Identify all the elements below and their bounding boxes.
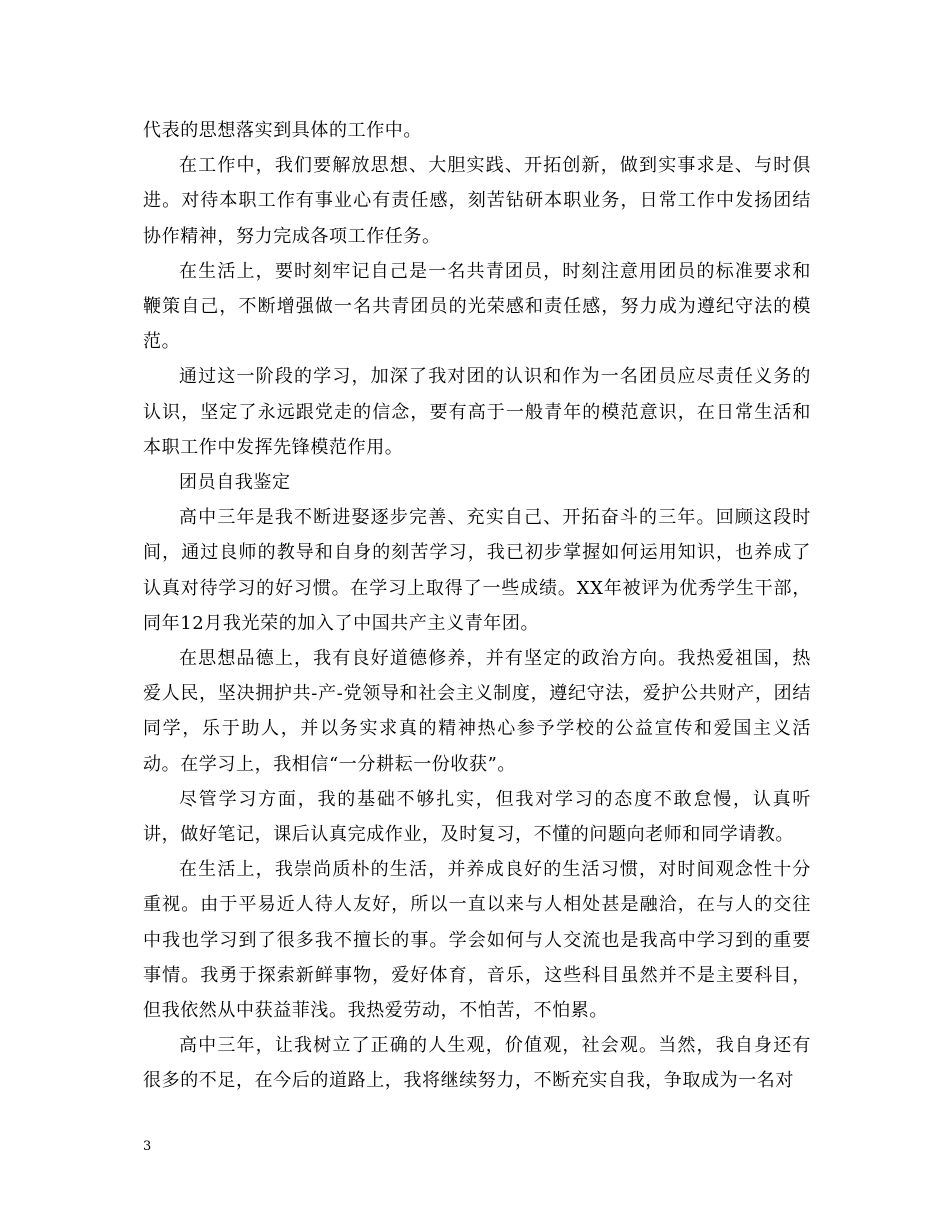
paragraph-life: 在生活上，要时刻牢记自己是一名共青团员，时刻注意用团员的标准要求和鞭策自己，不断增强做一名共青团员的光荣感和责任感，努力成为遵纪守法的模范。 bbox=[143, 260, 811, 353]
paragraph-learning: 尽管学习方面，我的基础不够扎实，但我对学习的态度不敢怠慢，认真听讲，做好笔记，课后认真完成作业，及时复习，不懂的问题向老师和同学请教。 bbox=[143, 788, 811, 846]
paragraph-continuation: 代表的思想落实到具体的工作中。 bbox=[143, 120, 422, 141]
section-heading: 团员自我鉴定 bbox=[179, 472, 291, 494]
paragraph-study-summary: 通过这一阶段的学习，加深了我对团的认识和作为一名团员应尽责任义务的认识，坚定了永远跟党走的信念，要有高于一般青年的模范意识，在日常生活和本职工作中发挥先锋模范作用。 bbox=[143, 366, 811, 458]
page-number: 3 bbox=[143, 1139, 152, 1154]
paragraph-three-years: 高中三年是我不断进娶逐步完善、充实自己、开拓奋斗的三年。回顾这段时间，通过良师的教导和自身的刻苦学习，我已初步掌握如何运用知识，也养成了认真对待学习的好习惯。在学习上取得了一些成绩。XX年被评为优秀学生干部，同年12月我光荣的加入了中国共产主义青年团。 bbox=[143, 507, 811, 634]
paragraph-moral: 在思想品德上，我有良好道德修养，并有坚定的政治方向。我热爱祖国，热爱人民，坚决拥护共-产-党领导和社会主义制度，遵纪守法，爱护公共财产，团结同学，乐于助人，并以务实求真的精神热心参予学校的公益宣传和爱国主义活动。在学习上，我相信“一分耕耘一份收获”。 bbox=[143, 648, 811, 775]
paragraph-work: 在工作中，我们要解放思想、大胆实践、开拓创新，做到实事求是、与时俱进。对待本职工作有事业心有责任感，刻苦钻研本职业务，日常工作中发扬团结协作精神，努力完成各项工作任务。 bbox=[143, 155, 811, 247]
paragraph-daily-life: 在生活上，我崇尚质朴的生活，并养成良好的生活习惯，对时间观念性十分重视。由于平易近人待人友好，所以一直以来与人相处甚是融洽，在与人的交往中我也学习到了很多我不擅长的事。学会如何与人交流也是我高中学习到的重要事情。我勇于探索新鲜事物，爱好体育，音乐，这些科目虽然并不是主要科目，但我依然从中获益菲浅。我热爱劳动，不怕苦，不怕累。 bbox=[143, 859, 811, 1022]
document-body bbox=[143, 113, 811, 1099]
paragraph-conclusion: 高中三年，让我树立了正确的人生观，价值观，社会观。当然，我自身还有很多的不足，在今后的道路上，我将继续努力，不断充实自我，争取成为一名对 bbox=[143, 1035, 811, 1092]
